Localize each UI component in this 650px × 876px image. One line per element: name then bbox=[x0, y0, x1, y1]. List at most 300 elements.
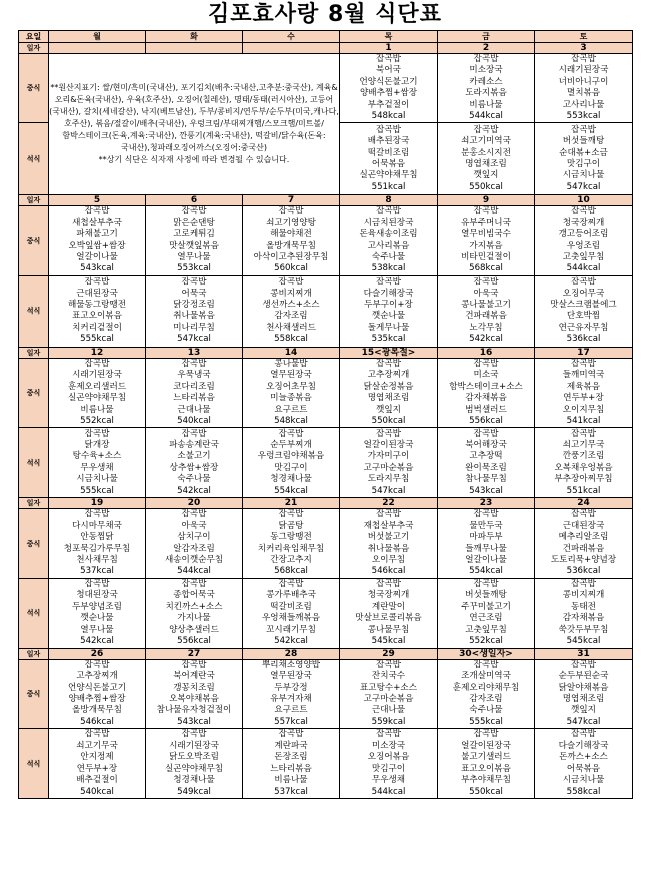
menu-item: 새송이깻순무침 bbox=[164, 554, 224, 565]
menu-item: 돈장조림 bbox=[274, 752, 308, 763]
lunch-row bbox=[19, 206, 633, 275]
kcal-value: 550kcal bbox=[469, 181, 503, 192]
menu-item: 유부주머니국 bbox=[461, 217, 511, 228]
lunch-label: 중식 bbox=[19, 358, 49, 427]
menu-item: 북어계란국 bbox=[173, 671, 215, 682]
menu-item: 청대된장국 bbox=[76, 590, 118, 601]
menu-item: 오복야채볶음 bbox=[169, 693, 219, 704]
menu-item: 닭살순정볶음 bbox=[363, 381, 414, 392]
menu-item: 단호박찜 bbox=[566, 311, 601, 322]
menu-item: 분홍소시지전 bbox=[461, 147, 511, 158]
date-cell: 28 bbox=[243, 648, 340, 659]
menu-item: 닭강정조림 bbox=[173, 299, 215, 310]
kcal-value: 551kcal bbox=[371, 181, 406, 192]
menu-item: 닭개장 bbox=[84, 440, 110, 450]
menu-item: 표고탕수+소스 bbox=[359, 682, 417, 693]
menu-item: 비름나물 bbox=[274, 775, 308, 786]
notice-text: **상기 식단은 식자재 사정에 따라 변경될 수 있습니다. bbox=[98, 155, 290, 165]
menu-item: 양배추찜+쌈장 bbox=[359, 88, 417, 99]
menu-item: 잡곡밥 bbox=[181, 206, 207, 217]
menu-item: 종합어묵국 bbox=[173, 590, 215, 601]
kcal-value: 557kcal bbox=[274, 716, 308, 727]
kcal-value: 551kcal bbox=[566, 485, 601, 496]
menu-item: 떡갈비조림 bbox=[367, 147, 410, 158]
kcal-value: 568kcal bbox=[469, 263, 503, 274]
menu-item: 고사리나물 bbox=[562, 99, 605, 110]
dinner-cell bbox=[340, 428, 438, 498]
date-cell: 17 bbox=[535, 347, 633, 358]
date-cell: 2 bbox=[438, 43, 535, 54]
menu-item: 두부구이+장 bbox=[364, 299, 413, 310]
menu-item: 닭알야채볶음 bbox=[558, 682, 609, 693]
dinner-label: 석식 bbox=[19, 578, 49, 648]
menu-item: 쇠고기무국 bbox=[76, 740, 118, 751]
kcal-value: 542kcal bbox=[177, 485, 211, 496]
lunch-cell bbox=[146, 509, 243, 578]
menu-item: 조개살미역국 bbox=[461, 671, 511, 682]
menu-item: 우렁크림야채볶음 bbox=[257, 451, 325, 462]
dinner-cell bbox=[340, 578, 438, 648]
menu-item: 얼갈이나물 bbox=[76, 252, 118, 263]
menu-item: 고춧잎무침 bbox=[465, 624, 507, 635]
date-cell: 15<광복절> bbox=[340, 347, 438, 358]
menu-item: 잡곡밥 bbox=[473, 206, 499, 217]
menu-item: 소불고기 bbox=[177, 451, 211, 462]
menu-item: 천사채무침 bbox=[76, 554, 118, 565]
menu-item: 맛김구이 bbox=[371, 763, 406, 774]
menu-item: 잡곡밥 bbox=[473, 729, 499, 740]
menu-item: 갱고등어조림 bbox=[558, 229, 609, 240]
menu-item: 들깨무나물 bbox=[465, 543, 507, 554]
menu-item: 콩나물밥 bbox=[274, 358, 308, 369]
kcal-value: 547kcal bbox=[177, 334, 211, 345]
lunch-label: 중식 bbox=[19, 659, 49, 728]
menu-item: 느타리볶음 bbox=[270, 763, 312, 774]
dinner-cell bbox=[146, 729, 243, 799]
menu-item: 부추야채무침 bbox=[461, 775, 511, 786]
kcal-value: 559kcal bbox=[371, 716, 406, 727]
kcal-value: 540kcal bbox=[80, 786, 114, 797]
menu-item: 잡곡밥 bbox=[376, 659, 401, 670]
date-label: 일자 bbox=[19, 43, 49, 54]
menu-item: 참나물무침 bbox=[465, 474, 507, 485]
menu-item: 잡곡밥 bbox=[473, 428, 499, 439]
kcal-value: 550kcal bbox=[469, 786, 503, 797]
menu-item: 함박스테이크+소스 bbox=[449, 381, 523, 392]
weekday-header: 금 bbox=[438, 31, 535, 43]
menu-item: 들깨미역국 bbox=[562, 370, 605, 381]
kcal-value: 554kcal bbox=[469, 566, 503, 577]
lunch-cell bbox=[535, 659, 633, 728]
menu-item: 북어국 bbox=[376, 65, 401, 76]
date-cell: 26 bbox=[49, 648, 146, 659]
kcal-value: 553kcal bbox=[566, 111, 601, 122]
menu-item: 안동찜닭 bbox=[80, 532, 114, 543]
lunch-cell bbox=[340, 659, 438, 728]
menu-item: 연두부+장 bbox=[76, 763, 118, 774]
kcal-value: 544kcal bbox=[177, 566, 211, 577]
date-cell: 27 bbox=[146, 648, 243, 659]
menu-item: 숙주나물 bbox=[469, 705, 503, 716]
lunch-cell bbox=[146, 206, 243, 275]
menu-item: 너비아니구이 bbox=[558, 76, 609, 87]
date-label: 일자 bbox=[19, 498, 49, 509]
date-cell: 29 bbox=[340, 648, 438, 659]
weekday-header: 화 bbox=[146, 31, 243, 43]
date-row bbox=[19, 195, 633, 206]
lunch-cell bbox=[49, 358, 146, 427]
menu-item: 미나리무침 bbox=[173, 322, 215, 333]
menu-item: 감자채볶음 bbox=[562, 613, 605, 624]
dinner-row bbox=[19, 275, 633, 347]
lunch-label: 중식 bbox=[19, 54, 49, 123]
date-cell: 9 bbox=[438, 195, 535, 206]
menu-item: 생선까스+소스 bbox=[262, 299, 320, 310]
menu-item: 연근조림 bbox=[469, 613, 503, 624]
menu-item: 깻잎지 bbox=[376, 404, 401, 415]
date-cell: 5 bbox=[49, 195, 146, 206]
menu-item: 표고오이볶음 bbox=[461, 763, 511, 774]
lunch-cell bbox=[535, 358, 633, 427]
menu-item: 열무비빔국수 bbox=[461, 229, 511, 240]
menu-item: 시금치나물 bbox=[562, 170, 605, 181]
menu-item: 감자채볶음 bbox=[465, 393, 507, 404]
menu-item: 잡곡밥 bbox=[84, 509, 110, 520]
lunch-cell bbox=[49, 509, 146, 578]
menu-item: 해물동그랑땡전 bbox=[67, 299, 127, 310]
menu-item: 훈제오리샐러드 bbox=[67, 381, 127, 392]
dinner-cell bbox=[438, 275, 535, 347]
menu-item: 시래기된장국 bbox=[72, 370, 122, 381]
lunch-cell bbox=[146, 659, 243, 728]
kcal-value: 547kcal bbox=[566, 181, 601, 192]
menu-item: 배추겉절이 bbox=[76, 775, 118, 786]
menu-item: 잡곡밥 bbox=[376, 428, 401, 439]
kcal-value: 543kcal bbox=[469, 485, 503, 496]
menu-item: 명엽채조림 bbox=[367, 393, 410, 404]
lunch-cell bbox=[340, 509, 438, 578]
menu-item: 근대나물 bbox=[371, 705, 406, 716]
menu-item: 잡곡밥 bbox=[84, 729, 110, 740]
menu-item: 삼치구이 bbox=[177, 532, 211, 543]
weekday-header: 목 bbox=[340, 31, 438, 43]
menu-item: 잡곡밥 bbox=[181, 659, 207, 670]
menu-item: 순두부된순국 bbox=[558, 671, 609, 682]
menu-item: 치커리겉절이 bbox=[72, 322, 122, 333]
menu-item: 고추장찌개 bbox=[76, 671, 118, 682]
date-cell bbox=[146, 43, 243, 54]
weekday-header: 월 bbox=[49, 31, 146, 43]
menu-item: 맛김구이 bbox=[274, 462, 308, 473]
menu-item: 청경채나물 bbox=[270, 474, 312, 485]
menu-item: 실곤약야채무침 bbox=[164, 763, 224, 774]
kcal-value: 543kcal bbox=[80, 263, 114, 274]
menu-item: 잡곡밥 bbox=[278, 579, 304, 590]
kcal-value: 555kcal bbox=[80, 334, 114, 345]
kcal-value: 535kcal bbox=[371, 334, 406, 345]
date-cell bbox=[243, 43, 340, 54]
menu-item: 얼갈이나물 bbox=[465, 554, 507, 565]
menu-item: 잡곡밥 bbox=[376, 579, 401, 590]
menu-item: 잡곡밥 bbox=[571, 277, 596, 288]
date-label: 일자 bbox=[19, 195, 49, 206]
menu-item: 버섯들깨탕 bbox=[562, 136, 605, 147]
menu-item: 순두부찌개 bbox=[270, 440, 312, 450]
date-row bbox=[19, 648, 633, 659]
dinner-cell bbox=[340, 275, 438, 347]
kcal-value: 555kcal bbox=[80, 485, 114, 496]
date-cell: 3 bbox=[535, 43, 633, 54]
dinner-label: 석식 bbox=[19, 729, 49, 799]
menu-item: 오징어무국 bbox=[562, 288, 605, 299]
menu-item: 도라지무침 bbox=[367, 474, 410, 485]
kcal-value: 545kcal bbox=[566, 636, 601, 647]
lunch-row bbox=[19, 54, 633, 123]
menu-item: 감자조림 bbox=[469, 693, 503, 704]
menu-item: 비름나물 bbox=[80, 404, 114, 415]
lunch-cell bbox=[146, 358, 243, 427]
menu-item: 가지볶음 bbox=[469, 240, 503, 251]
menu-item: 실곤약야채무침 bbox=[67, 393, 127, 404]
header-corner: 요일 bbox=[19, 31, 49, 43]
menu-item: 잡곡밥 bbox=[278, 206, 304, 217]
menu-item: 잡곡밥 bbox=[181, 428, 207, 439]
menu-item: 잡곡밥 bbox=[84, 659, 110, 670]
menu-item: 동태전 bbox=[571, 601, 596, 612]
lunch-cell bbox=[535, 54, 633, 123]
menu-item: 어묵볶음 bbox=[566, 763, 601, 774]
menu-item: 돌게무나물 bbox=[367, 322, 410, 333]
menu-item: 쇠고기영양탕 bbox=[266, 217, 316, 228]
menu-item: 파채불고기 bbox=[76, 229, 118, 240]
dinner-cell bbox=[146, 578, 243, 648]
dinner-cell bbox=[146, 428, 243, 498]
date-row bbox=[19, 498, 633, 509]
dinner-cell bbox=[438, 428, 535, 498]
menu-item: 맑은순댄탕 bbox=[173, 217, 215, 228]
kcal-value: 543kcal bbox=[177, 716, 211, 727]
menu-item: 청경채나물 bbox=[173, 775, 215, 786]
menu-item: 열무나물 bbox=[80, 624, 114, 635]
menu-item: 잡곡밥 bbox=[376, 54, 401, 64]
menu-item: 요구르트 bbox=[274, 705, 308, 716]
kcal-value: 546kcal bbox=[80, 716, 114, 727]
menu-item: 잡곡밥 bbox=[473, 579, 499, 590]
lunch-cell bbox=[243, 358, 340, 427]
dinner-cell bbox=[243, 578, 340, 648]
menu-item: 잡곡밥 bbox=[376, 206, 401, 217]
menu-item: 무우생채 bbox=[371, 775, 406, 786]
kcal-value: 547kcal bbox=[371, 485, 406, 496]
menu-item: 아욱국 bbox=[181, 520, 207, 531]
menu-item: 고구마순볶음 bbox=[363, 693, 414, 704]
date-label: 일자 bbox=[19, 347, 49, 358]
menu-item: 깻순나물 bbox=[371, 311, 406, 322]
menu-item: 오징어초무침 bbox=[266, 381, 316, 392]
date-cell: 23 bbox=[438, 498, 535, 509]
menu-item: 언양식돈불고기 bbox=[67, 682, 127, 693]
menu-item: 재첩살부추국 bbox=[363, 520, 414, 531]
menu-item: 청국장찌개 bbox=[367, 590, 410, 601]
kcal-value: 546kcal bbox=[371, 566, 406, 577]
menu-item: 노각무침 bbox=[469, 322, 503, 333]
menu-item: 비름나물 bbox=[469, 99, 503, 110]
dinner-cell bbox=[438, 578, 535, 648]
dinner-cell bbox=[535, 578, 633, 648]
dinner-cell bbox=[146, 275, 243, 347]
lunch-row bbox=[19, 659, 633, 728]
date-cell: 30<생일자> bbox=[438, 648, 535, 659]
menu-item: 오징어볶음 bbox=[367, 752, 410, 763]
kcal-value: 552kcal bbox=[80, 415, 114, 426]
menu-item: 떡갈비조림 bbox=[270, 601, 312, 612]
menu-item: 콩가루배추국 bbox=[266, 590, 316, 601]
kcal-value: 540kcal bbox=[177, 415, 211, 426]
lunch-cell bbox=[49, 659, 146, 728]
kcal-value: 547kcal bbox=[566, 716, 601, 727]
dinner-cell bbox=[49, 729, 146, 799]
menu-item: 부추장아찌무침 bbox=[554, 474, 613, 485]
dinner-cell bbox=[243, 275, 340, 347]
menu-item: 메추리알조림 bbox=[558, 532, 609, 543]
menu-item: 잡곡밥 bbox=[278, 277, 304, 288]
kcal-value: 537kcal bbox=[274, 786, 308, 797]
menu-item: 잡곡밥 bbox=[278, 729, 304, 740]
menu-item: 시금치나물 bbox=[562, 775, 605, 786]
menu-item: 아삭이고추된장무침 bbox=[253, 252, 329, 263]
menu-item: 꼬시래기무침 bbox=[266, 624, 316, 635]
menu-item: 청국장찌개 bbox=[562, 217, 605, 228]
notice-text: **원산지표기: 쌀/현미/흑미(국내산), 포기김치(배추:국내산,고추분:중국산), 계육&오리&돈육(국내산), 우육(호주산), 오징어(칠레산), 명태/동태(러시아산), 고등어(국내산), 갈치(세네갈산), 낙지(베트남산), 두부/콩비지/연두부/순두부(미국,캐나다,호주산), 볶음/절갈이/배추(국내산), 우렁크림/부대찌개햄/스모크햄/미트볼/함박스테이크(돈육,계육:국내산), 깐풍기(계육:국내산), 떡갈비/닭수육(돈육:국내산),청파래오징어까스(오징어:중국산) bbox=[49, 83, 339, 153]
kcal-value: 558kcal bbox=[566, 786, 601, 797]
lunch-cell bbox=[535, 206, 633, 275]
menu-item: 근대된장국 bbox=[76, 288, 118, 299]
kcal-value: 536kcal bbox=[566, 566, 601, 577]
menu-item: 우엉조림 bbox=[566, 240, 601, 251]
dinner-cell bbox=[535, 428, 633, 498]
menu-item: 어묵국 bbox=[181, 288, 207, 299]
date-cell: 24 bbox=[535, 498, 633, 509]
kcal-value: 549kcal bbox=[177, 786, 211, 797]
dinner-cell bbox=[535, 729, 633, 799]
menu-item: 잡곡밥 bbox=[571, 206, 596, 217]
menu-item: 유부겨자채 bbox=[270, 693, 312, 704]
menu-item: 잡곡밥 bbox=[181, 509, 207, 520]
date-cell: 1 bbox=[340, 43, 438, 54]
menu-item: 잡곡밥 bbox=[84, 358, 110, 369]
menu-item: 시금치된장국 bbox=[363, 217, 414, 228]
menu-item: 잡곡밥 bbox=[571, 54, 596, 64]
kcal-value: 548kcal bbox=[371, 111, 406, 122]
dinner-label: 석식 bbox=[19, 123, 49, 195]
page-title: 김포효사랑 8월 식단표 bbox=[208, 2, 442, 27]
menu-item: 명엽채조림 bbox=[465, 158, 507, 169]
menu-item: 실곤약야채무침 bbox=[359, 170, 418, 181]
menu-item: 표고오이볶음 bbox=[72, 311, 122, 322]
menu-item: 가지나물 bbox=[177, 613, 211, 624]
kcal-value: 568kcal bbox=[274, 566, 308, 577]
menu-item: 잡곡밥 bbox=[376, 277, 401, 288]
menu-item: 잡곡밥 bbox=[571, 659, 596, 670]
menu-item: 취나물볶음 bbox=[367, 543, 410, 554]
kcal-value: 541kcal bbox=[566, 415, 601, 426]
dinner-cell bbox=[49, 275, 146, 347]
menu-item: 잡곡밥 bbox=[473, 509, 499, 520]
kcal-value: 553kcal bbox=[177, 263, 211, 274]
dinner-cell bbox=[438, 123, 535, 195]
menu-item: 양상추샐러드 bbox=[169, 624, 219, 635]
menu-item: 콩나물불고기 bbox=[461, 299, 511, 310]
menu-item: 잡곡밥 bbox=[376, 124, 401, 135]
date-row bbox=[19, 347, 633, 358]
date-label: 일자 bbox=[19, 648, 49, 659]
menu-item: 고로케튀김 bbox=[173, 229, 215, 240]
menu-item: 완이묵조림 bbox=[465, 462, 507, 473]
dinner-cell bbox=[49, 578, 146, 648]
date-cell: 10 bbox=[535, 195, 633, 206]
kcal-value: 556kcal bbox=[177, 636, 211, 647]
kcal-value: 560kcal bbox=[274, 263, 308, 274]
menu-item: 시래기된장국 bbox=[169, 740, 219, 751]
menu-item: 잡곡밥 bbox=[571, 579, 596, 590]
menu-item: 열무나물 bbox=[177, 252, 211, 263]
menu-item: 맛김구이 bbox=[566, 158, 601, 169]
menu-item: 잡곡밥 bbox=[181, 579, 207, 590]
menu-item: 다시마무채국 bbox=[72, 520, 122, 531]
kcal-value: 537kcal bbox=[80, 566, 114, 577]
menu-item: 치커리육임채무침 bbox=[257, 543, 325, 554]
menu-item: 계란말이 bbox=[371, 601, 406, 612]
dinner-cell bbox=[243, 729, 340, 799]
menu-item: 우엉채들깨볶음 bbox=[261, 613, 321, 624]
lunch-row bbox=[19, 358, 633, 427]
lunch-cell bbox=[340, 358, 438, 427]
menu-item: 고사리볶음 bbox=[367, 240, 410, 251]
lunch-label: 중식 bbox=[19, 206, 49, 275]
dinner-row bbox=[19, 428, 633, 498]
menu-item: 아욱국 bbox=[473, 288, 499, 299]
menu-item: 미늘종볶음 bbox=[270, 393, 312, 404]
kcal-value: 536kcal bbox=[566, 334, 601, 345]
kcal-value: 538kcal bbox=[371, 263, 406, 274]
menu-item: 계란파국 bbox=[274, 740, 308, 751]
menu-item: 다슬기해장국 bbox=[558, 740, 609, 751]
menu-item: 두부양념조림 bbox=[72, 601, 122, 612]
date-cell: 31 bbox=[535, 648, 633, 659]
menu-item: 천사채샐러드 bbox=[266, 322, 316, 333]
kcal-value: 545kcal bbox=[371, 636, 406, 647]
menu-item: 깻잎지 bbox=[473, 170, 499, 181]
menu-item: 깐풍기조림 bbox=[562, 451, 605, 462]
menu-item: 열무된장국 bbox=[270, 671, 312, 682]
menu-item: 건파래볶음 bbox=[465, 311, 507, 322]
kcal-value: 555kcal bbox=[469, 716, 503, 727]
lunch-cell bbox=[340, 54, 438, 123]
lunch-cell bbox=[438, 659, 535, 728]
menu-item: 잡곡밥 bbox=[571, 358, 596, 369]
kcal-value: 550kcal bbox=[371, 415, 406, 426]
kcal-value: 552kcal bbox=[469, 636, 503, 647]
dinner-cell bbox=[243, 428, 340, 498]
menu-item: 올방개묵무침 bbox=[72, 705, 122, 716]
lunch-cell bbox=[438, 54, 535, 123]
menu-item: 잔치국수 bbox=[371, 671, 406, 682]
menu-item: 고추장떡 bbox=[469, 451, 503, 462]
dinner-cell bbox=[535, 275, 633, 347]
lunch-row bbox=[19, 509, 633, 578]
menu-item: 잡곡밥 bbox=[473, 358, 499, 369]
dinner-row bbox=[19, 578, 633, 648]
